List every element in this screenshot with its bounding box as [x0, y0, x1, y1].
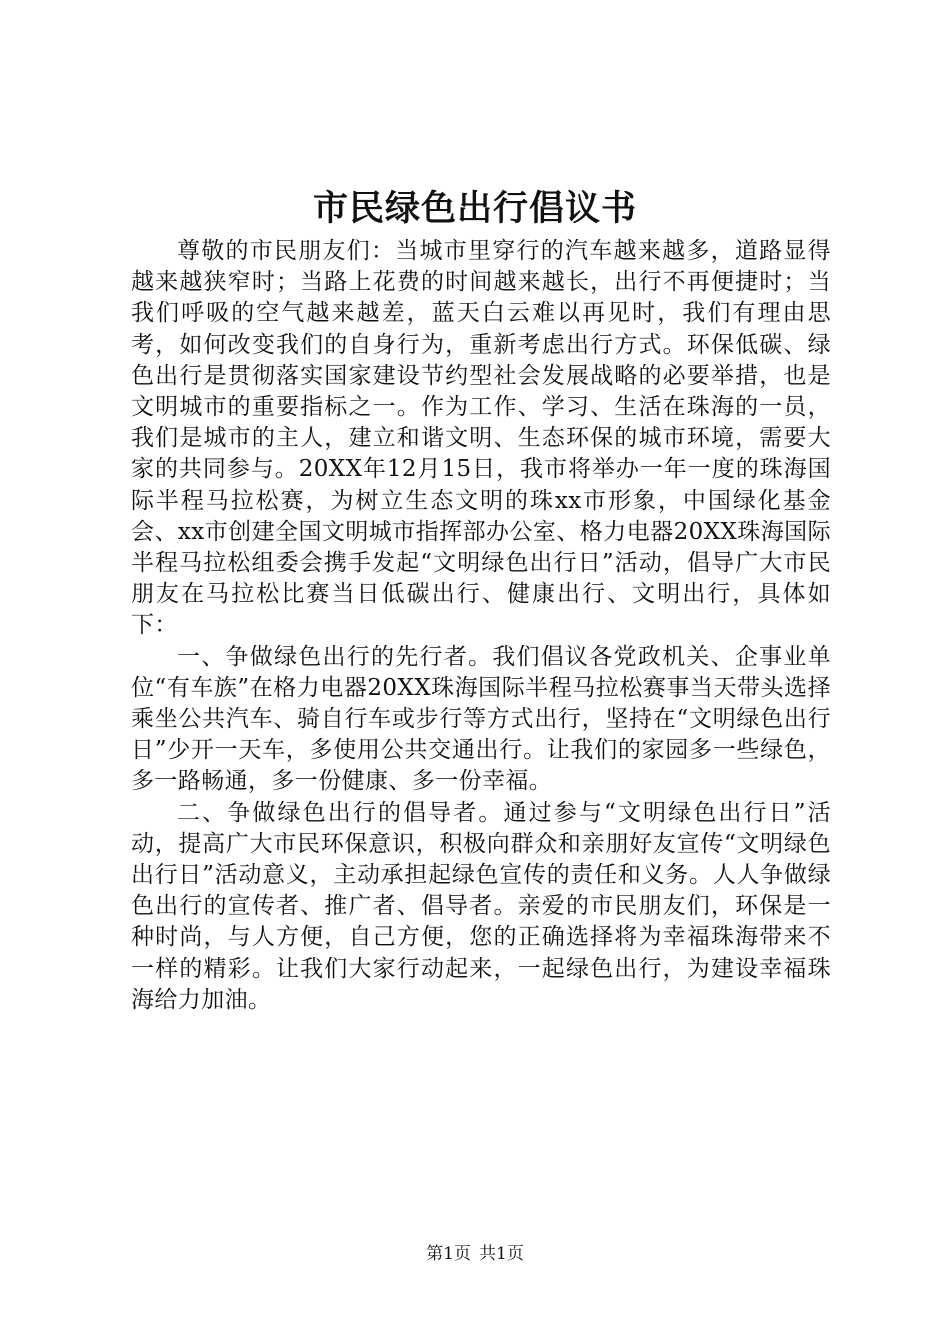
page-total: 共1页 — [479, 1244, 524, 1264]
page-footer — [0, 1243, 950, 1265]
paragraph-intro: 尊敬的市民朋友们：当城市里穿行的汽车越来越多，道路显得越来越狭窄时；当路上花费的时间越来越长，出行不再便捷时；当我们呼吸的空气越来越差，蓝天白云难以再见时，我们有理由思考，如何改变我们的自身行为，重新考虑出行方式。环保低碳、绿色出行是贯彻落实国家建设节约型社会发展战略的必要举措，也是文明城市的重要指标之一。作为工作、学习、生活在珠海的一员，我们是城市的主人，建立和谐文明、生态环保的城市环境，需要大家的共同参与。20XX年12月15日，我市将举办一年一度的珠海国际半程马拉松赛，为树立生态文明的珠xx市形象，中国绿化基金会、xx市创建全国文明城市指挥部办公室、格力电器20XX珠海国际半程马拉松组委会携手发起“文明绿色出行日”活动，倡导广大市民朋友在马拉松比赛当日低碳出行、健康出行、文明出行，具体如下： — [131, 238, 831, 639]
document-title: 市民绿色出行倡议书 — [312, 188, 637, 229]
page-number: 第1页 — [426, 1244, 471, 1264]
paragraph-point-one: 一、争做绿色出行的先行者。我们倡议各党政机关、企事业单位“有车族”在格力电器20XX珠海国际半程马拉松赛事当天带头选择乘坐公共汽车、骑自行车或步行等方式出行，坚持在“文明绿色出行日”少开一天车，多使用公共交通出行。让我们的家园多一些绿色，多一路畅通，多一份健康、多一份幸福。 — [131, 643, 831, 795]
document-body — [131, 236, 831, 1016]
paragraph-point-two: 二、争做绿色出行的倡导者。通过参与“文明绿色出行日”活动，提高广大市民环保意识，积极向群众和亲朋好友宣传“文明绿色出行日”活动意义，主动承担起绿色宣传的责任和义务。人人争做绿色出行的宣传者、推广者、倡导者。亲爱的市民朋友们，环保是一种时尚，与人方便，自己方便，您的正确选择将为幸福珠海带来不一样的精彩。让我们大家行动起来，一起绿色出行，为建设幸福珠海给力加油。 — [131, 799, 831, 1013]
